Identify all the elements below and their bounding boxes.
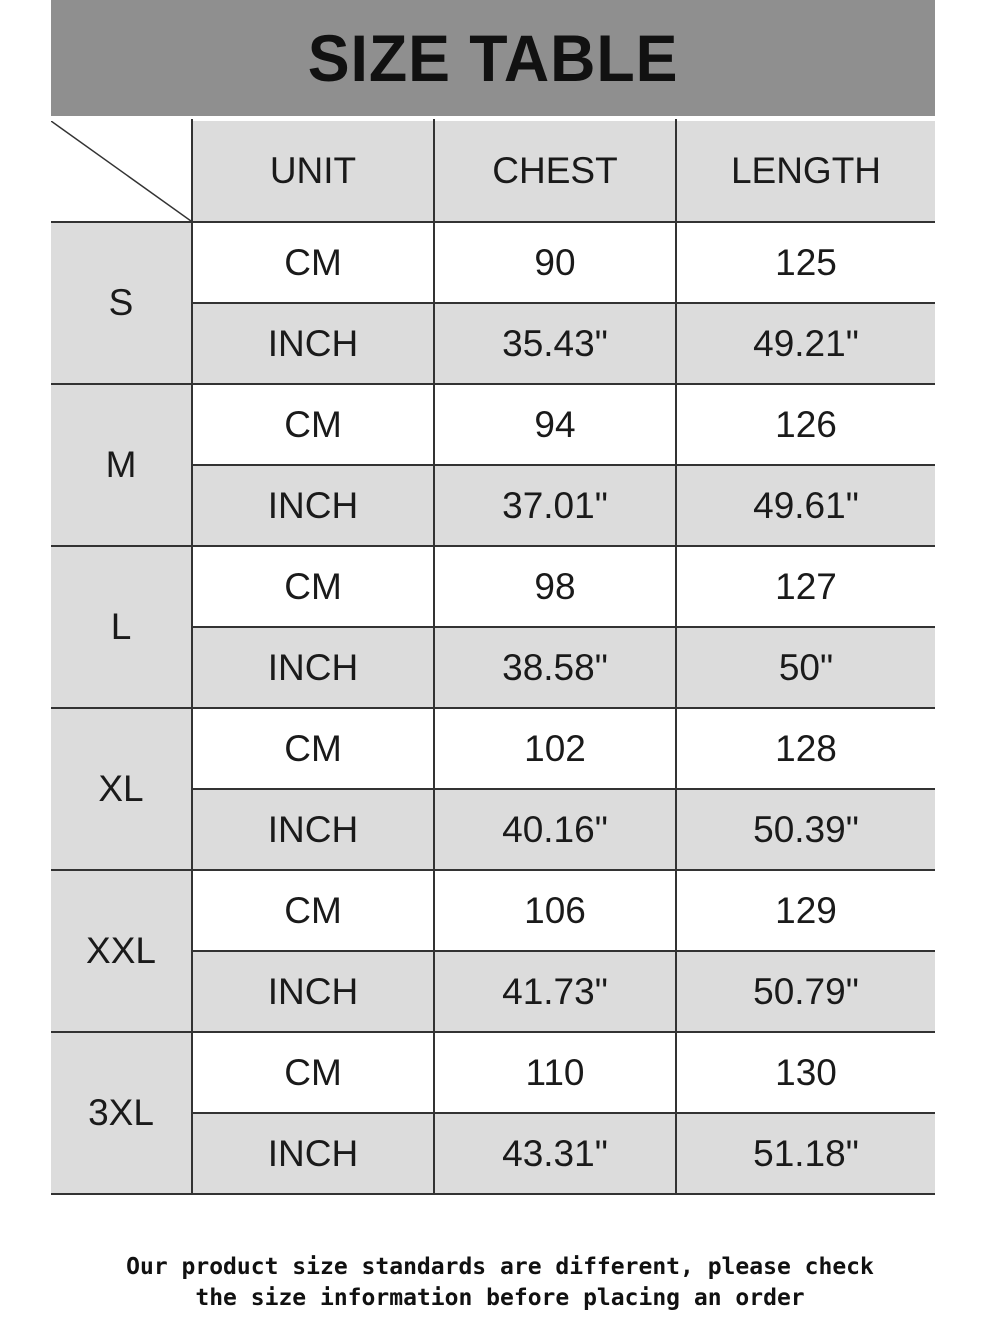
table-row xyxy=(51,708,935,789)
chest-cell: 35.43" xyxy=(434,303,676,384)
disclaimer-line-1: Our product size standards are different, please check xyxy=(126,1254,874,1280)
length-cell: 51.18" xyxy=(676,1113,935,1194)
chest-cell: 98 xyxy=(434,546,676,627)
length-cell: 50.79" xyxy=(676,951,935,1032)
chest-cell: 41.73" xyxy=(434,951,676,1032)
chest-cell: 40.16" xyxy=(434,789,676,870)
unit-cell: INCH xyxy=(192,789,434,870)
chest-cell: 110 xyxy=(434,1032,676,1113)
unit-cell: INCH xyxy=(192,951,434,1032)
size-label: M xyxy=(51,384,192,546)
table-row xyxy=(51,546,935,627)
length-cell: 50" xyxy=(676,627,935,708)
size-label: XXL xyxy=(51,870,192,1032)
length-cell: 49.21" xyxy=(676,303,935,384)
unit-cell: INCH xyxy=(192,303,434,384)
corner-cell xyxy=(51,120,192,222)
disclaimer-line-2: the size information before placing an order xyxy=(195,1285,805,1311)
size-label: 3XL xyxy=(51,1032,192,1194)
unit-cell: CM xyxy=(192,546,434,627)
column-header-length: LENGTH xyxy=(676,120,935,222)
unit-cell: INCH xyxy=(192,627,434,708)
unit-cell: CM xyxy=(192,384,434,465)
unit-cell: CM xyxy=(192,222,434,303)
title-bar xyxy=(51,0,935,116)
page-title: SIZE TABLE xyxy=(307,21,679,95)
column-header-chest: CHEST xyxy=(434,120,676,222)
chest-cell: 38.58" xyxy=(434,627,676,708)
chest-cell: 102 xyxy=(434,708,676,789)
length-cell: 126 xyxy=(676,384,935,465)
length-cell: 49.61" xyxy=(676,465,935,546)
length-cell: 130 xyxy=(676,1032,935,1113)
unit-cell: INCH xyxy=(192,465,434,546)
size-disclaimer xyxy=(0,1252,1000,1314)
unit-cell: CM xyxy=(192,1032,434,1113)
chest-cell: 37.01" xyxy=(434,465,676,546)
chest-cell: 90 xyxy=(434,222,676,303)
length-cell: 128 xyxy=(676,708,935,789)
size-label: XL xyxy=(51,708,192,870)
chest-cell: 106 xyxy=(434,870,676,951)
unit-cell: CM xyxy=(192,870,434,951)
table-row xyxy=(51,222,935,303)
size-chart xyxy=(51,0,935,1195)
table-row xyxy=(51,870,935,951)
diagonal-divider-icon xyxy=(51,121,191,221)
length-cell: 129 xyxy=(676,870,935,951)
size-table xyxy=(51,119,935,1195)
table-row xyxy=(51,1032,935,1113)
table-row xyxy=(51,384,935,465)
length-cell: 127 xyxy=(676,546,935,627)
length-cell: 50.39" xyxy=(676,789,935,870)
chest-cell: 43.31" xyxy=(434,1113,676,1194)
unit-cell: CM xyxy=(192,708,434,789)
column-header-unit: UNIT xyxy=(192,120,434,222)
unit-cell: INCH xyxy=(192,1113,434,1194)
header-row xyxy=(51,120,935,222)
size-label: L xyxy=(51,546,192,708)
size-label: S xyxy=(51,222,192,384)
chest-cell: 94 xyxy=(434,384,676,465)
length-cell: 125 xyxy=(676,222,935,303)
